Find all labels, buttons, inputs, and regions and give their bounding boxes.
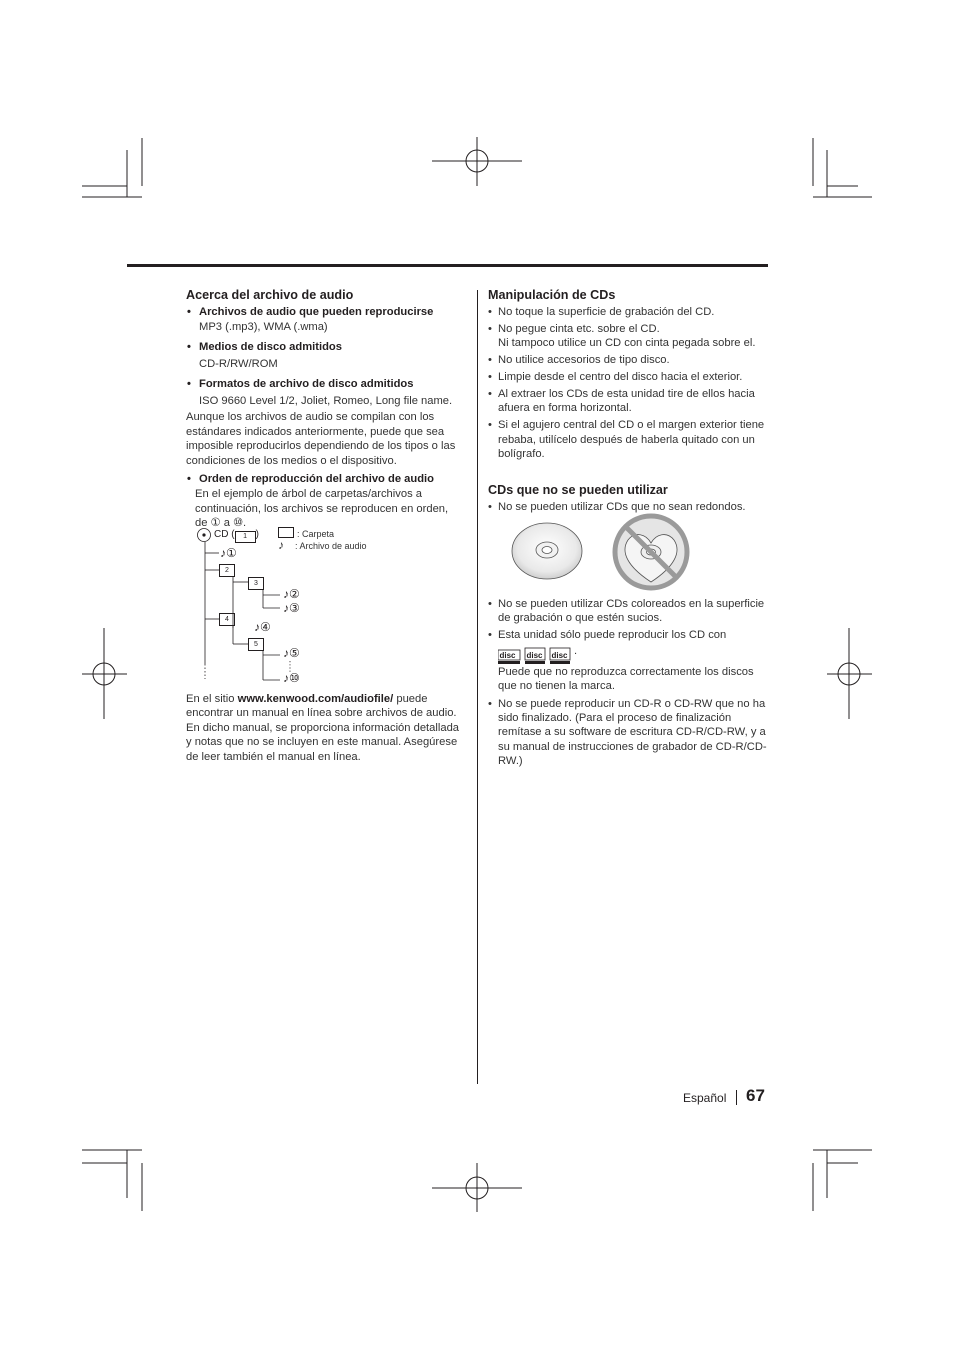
- section-heading-cd-handling: Manipulación de CDs: [488, 288, 616, 302]
- folder-icon: 1: [235, 531, 256, 543]
- file-number-10: ⑩: [289, 671, 300, 685]
- music-note-icon: ♪: [283, 601, 289, 615]
- unusable-cds-list-2: [488, 597, 770, 769]
- svg-text:disc: disc: [526, 650, 543, 660]
- list-item: • No toque la superficie de grabación del CD.: [488, 305, 770, 319]
- file-number-1: ①: [226, 546, 237, 560]
- tree-folder-4: 4: [219, 613, 235, 626]
- playable-files-value: MP3 (.mp3), WMA (.wma): [199, 321, 328, 334]
- music-note-icon: ♪: [283, 646, 289, 660]
- online-manual-pre: En el sitio: [186, 693, 238, 705]
- header-rule: [127, 264, 768, 267]
- list-item: • No se pueden utilizar CDs coloreados en la superficie de grabación o que estén sucios.: [488, 597, 770, 626]
- tree-root-label: [214, 528, 259, 543]
- left-column: [186, 287, 462, 531]
- disc-logo-sentence: Esta unidad sólo puede reproducir los CD con: [498, 629, 727, 642]
- cd-handling-list: [488, 305, 770, 462]
- logo-period: .: [574, 644, 578, 657]
- list-item: • No se pueden utilizar CDs que no sean redondos.: [488, 500, 770, 514]
- list-item: • No se puede reproducir un CD-R o CD-RW que no ha sido finalizado. (Para el proceso de finalización remítase a su software de escritura CD-R/CD-RW, y a su manual de instrucciones de grabador de CD-R/CD-RW.): [488, 697, 770, 769]
- list-item: • Limpie desde el centro del disco hacia el exterior.: [488, 370, 770, 384]
- page-number: 67: [746, 1086, 765, 1105]
- heart-cd-prohibited-icon: [615, 516, 687, 588]
- section-heading-audio-files: Acerca del archivo de audio: [186, 288, 354, 302]
- file-number-4: ④: [260, 620, 271, 634]
- bullet-playback-order: • Orden de reproducción del archivo de audio: [186, 472, 462, 486]
- tree-file-3: [283, 601, 300, 615]
- tree-file-2: [283, 587, 300, 601]
- compact-disc-logos-icon: [498, 647, 582, 669]
- bullet-file-formats: • Formatos de archivo de disco admitidos: [186, 377, 462, 391]
- tree-file-10: [283, 671, 300, 685]
- playback-order-text: En el ejemplo de árbol de carpetas/archivos a continuación, los archivos se reproducen en orden, de ① a ⑩.: [195, 488, 449, 530]
- tree-folder-3: 3: [248, 577, 264, 590]
- folder-icon: [278, 527, 294, 538]
- file-number-5: ⑤: [289, 646, 300, 660]
- tree-legend: [278, 527, 367, 551]
- disc-logos-row: [498, 643, 770, 665]
- column-divider: [477, 290, 478, 1084]
- list-item: [488, 628, 770, 693]
- svg-text:disc: disc: [551, 650, 568, 660]
- list-item: • No pegue cinta etc. sobre el CD. Ni tampoco utilice un CD con cinta pegada sobre el.: [488, 322, 770, 351]
- svg-text:disc: disc: [499, 650, 516, 660]
- folder-tree-diagram: [186, 524, 462, 689]
- music-note-icon: ♪: [220, 546, 226, 560]
- tree-folder-5: 5: [248, 638, 264, 651]
- tree-folder-2: 2: [219, 564, 235, 577]
- file-number-2: ②: [289, 587, 300, 601]
- right-column: [488, 287, 770, 517]
- legend-folder-label: : Carpeta: [297, 529, 335, 539]
- round-cd-icon: [512, 523, 582, 579]
- list-item: • Al extraer los CDs de esta unidad tire de ellos hacia afuera en forma horizontal.: [488, 387, 770, 416]
- tree-file-1: [220, 546, 237, 560]
- tree-root-close: ): [255, 529, 259, 540]
- no-mark-note: Puede que no reproduzca correctamente los discos que no tienen la marca.: [498, 665, 754, 693]
- music-note-icon: ♪: [254, 620, 260, 634]
- list-item: • Si el agujero central del CD o el margen exterior tiene rebaba, utilícelo después de haberla quitado con un bolígrafo.: [488, 418, 770, 461]
- music-note-icon: ♪: [283, 671, 289, 685]
- footer-language: Español: [683, 1091, 727, 1105]
- compatibility-paragraph: Aunque los archivos de audio se compilan con los estándares indicados anteriormente, puede que sea imposible reproducirlos dependiendo de los tipos o las condiciones de los medios o el dispositivo.: [186, 411, 456, 467]
- legend-file-label: : Archivo de audio: [295, 541, 367, 551]
- disc-illustrations: [488, 512, 770, 594]
- online-manual-paragraph: [186, 692, 462, 764]
- tree-file-5: [283, 646, 300, 660]
- file-number-3: ③: [289, 601, 300, 615]
- music-note-icon: ♪: [283, 587, 289, 601]
- section-heading-unusable-cds: CDs que no se pueden utilizar: [488, 483, 668, 498]
- bullet-playable-files: • Archivos de audio que pueden reproducirse: [186, 305, 462, 319]
- tree-file-4: [254, 620, 271, 634]
- audiofile-link[interactable]: www.kenwood.com/audiofile/: [237, 693, 394, 705]
- footer-separator: [736, 1090, 737, 1105]
- file-formats-value: ISO 9660 Level 1/2, Joliet, Romeo, Long file name.: [199, 395, 453, 408]
- supported-media-value: CD-R/RW/ROM: [199, 358, 278, 371]
- unusable-cds-continued: [488, 597, 770, 771]
- online-manual-post: puede encontrar un manual en línea sobre archivos de audio. En dicho manual, se proporciona información detallada y notas que no se incluyen en este manual. Asegúrese de leer también el manual en línea.: [186, 693, 460, 763]
- disc-icons: [488, 512, 770, 594]
- bullet-supported-media: • Medios de disco admitidos: [186, 340, 462, 354]
- tree-root-text: CD (: [214, 529, 235, 540]
- list-item: • No utilice accesorios de tipo disco.: [488, 353, 770, 367]
- music-note-icon: ♪: [278, 538, 284, 552]
